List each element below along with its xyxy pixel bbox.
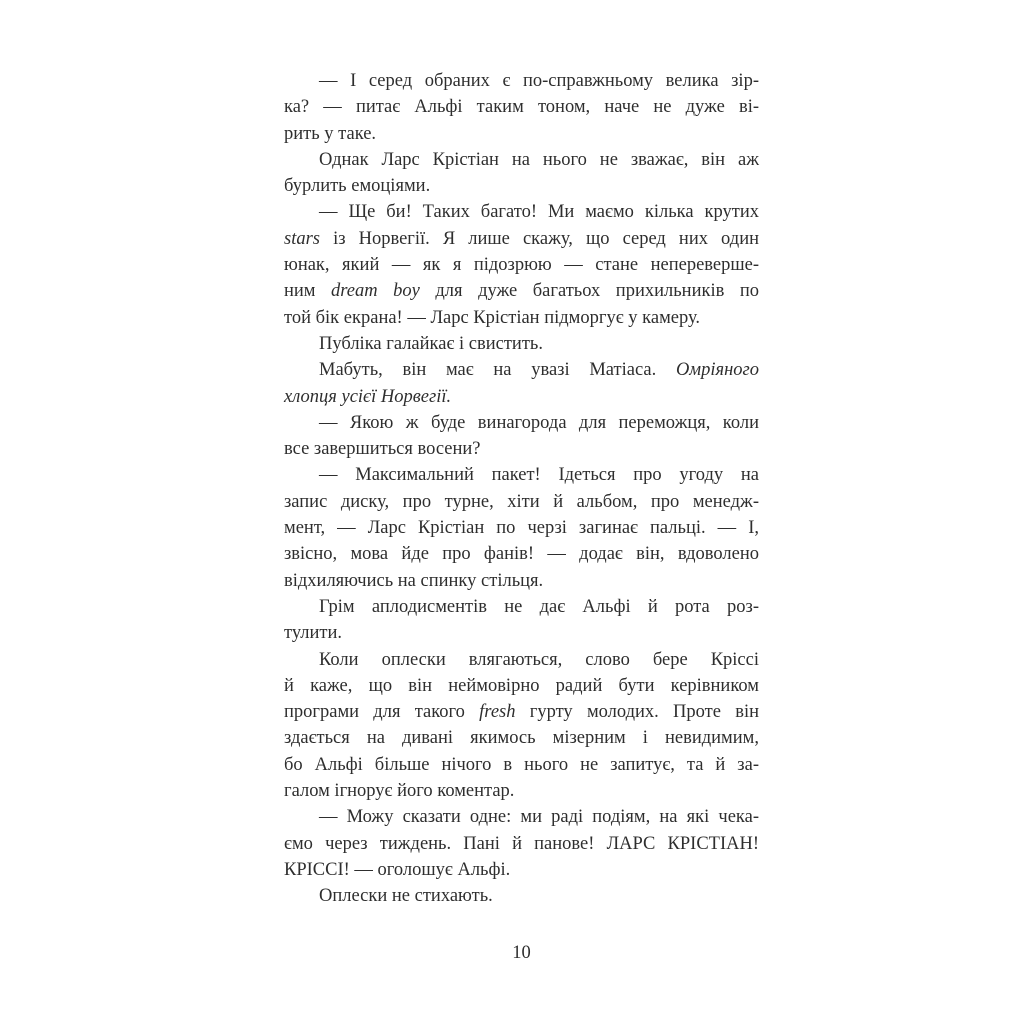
text-line xyxy=(284,357,759,383)
text-segment: Коли оплески влягаються, слово бере Кріссі xyxy=(319,649,759,670)
text-line xyxy=(284,147,759,173)
text-line xyxy=(284,410,759,436)
text-segment: й каже, що він неймовірно радий бути керівником xyxy=(284,675,759,696)
text-line xyxy=(284,121,759,147)
text-line xyxy=(284,699,759,725)
text-line xyxy=(284,541,759,567)
text-segment: той бік екрана! — Ларс Крістіан підморгує у камеру. xyxy=(284,307,701,328)
text-segment: запис диску, про турне, хіти й альбом, про менедж- xyxy=(284,491,759,512)
italic-text-segment: хлопця усієї Норвегії. xyxy=(284,386,452,407)
paragraph xyxy=(284,462,759,593)
paragraph xyxy=(284,147,759,200)
text-segment: все завершиться восени? xyxy=(284,439,481,460)
text-line xyxy=(284,725,759,751)
text-segment: ємо через тиждень. Пані й панове! ЛАРС КРІСТІАН! xyxy=(284,833,759,854)
text-segment: із Норвегії. Я лише скажу, що серед них один xyxy=(320,228,759,249)
text-segment: галом ігнорує його коментар. xyxy=(284,781,515,802)
text-line xyxy=(284,857,759,883)
text-line xyxy=(284,94,759,120)
paragraph xyxy=(284,68,759,147)
text-segment: мент, — Ларс Крістіан по черзі загинає пальці. — І, xyxy=(284,518,759,539)
text-segment: КРІССІ! — оголошує Альфі. xyxy=(284,859,511,880)
text-segment: бо Альфі більше нічого в нього не запитує, та й за- xyxy=(284,754,759,775)
text-segment: для дуже багатьох прихильників по xyxy=(419,281,760,302)
text-line xyxy=(284,489,759,515)
text-line xyxy=(284,199,759,225)
text-line xyxy=(284,331,759,357)
text-line xyxy=(284,305,759,331)
paragraph xyxy=(284,594,759,647)
italic-text-segment: Омріяного xyxy=(675,360,759,381)
text-segment: Грім аплодисментів не дає Альфі й рота роз- xyxy=(319,596,759,617)
text-line xyxy=(284,831,759,857)
text-line xyxy=(284,568,759,594)
text-line xyxy=(284,436,759,462)
text-line xyxy=(284,462,759,488)
text-segment: рить у таке. xyxy=(284,123,377,144)
text-segment: ним xyxy=(284,281,332,302)
paragraph xyxy=(284,357,759,410)
text-segment: програми для такого xyxy=(284,702,480,723)
text-segment: — Ще би! Таких багато! Ми маємо кілька крутих xyxy=(319,202,759,223)
text-line xyxy=(284,883,759,909)
paragraph xyxy=(284,199,759,330)
text-segment: — І серед обраних є по-справжньому велика зір- xyxy=(319,71,759,91)
paragraph xyxy=(284,883,759,909)
text-line xyxy=(284,384,759,410)
text-segment: — Можу сказати одне: ми раді подіям, на які чека- xyxy=(319,807,759,828)
paragraph xyxy=(284,410,759,463)
text-line xyxy=(284,752,759,778)
text-segment: відхиляючись на спинку стільця. xyxy=(284,570,544,591)
italic-text-segment: dream boy xyxy=(331,281,420,302)
text-line xyxy=(284,778,759,804)
paragraph xyxy=(284,804,759,883)
text-segment: Однак Ларс Крістіан на нього не зважає, він аж xyxy=(319,149,759,170)
text-segment: Мабуть, він має на увазі Матіаса. xyxy=(319,360,676,381)
text-line xyxy=(284,594,759,620)
text-segment: Оплески не стихають. xyxy=(319,886,493,907)
text-segment: здається на дивані якимось мізерним і невидимим, xyxy=(284,728,759,749)
page-text xyxy=(284,68,759,910)
text-line xyxy=(284,673,759,699)
text-segment: Публіка галайкає і свистить. xyxy=(319,333,543,354)
italic-text-segment: stars xyxy=(284,228,320,249)
text-line xyxy=(284,252,759,278)
text-line xyxy=(284,226,759,252)
text-segment: тулити. xyxy=(284,623,343,644)
text-line xyxy=(284,515,759,541)
text-line xyxy=(284,647,759,673)
paragraph xyxy=(284,331,759,357)
text-segment: звісно, мова йде про фанів! — додає він, вдоволено xyxy=(284,544,759,565)
text-segment: гурту молодих. Проте він xyxy=(515,702,759,723)
italic-text-segment: fresh xyxy=(479,702,516,723)
paragraph xyxy=(284,647,759,805)
text-segment: — Максимальний пакет! Ідеться про угоду на xyxy=(319,465,759,486)
text-segment: ка? — питає Альфі таким тоном, наче не дуже ві- xyxy=(284,97,759,118)
text-line xyxy=(284,620,759,646)
page-number: 10 xyxy=(512,943,531,963)
text-line xyxy=(284,804,759,830)
text-line xyxy=(284,278,759,304)
text-segment: — Якою ж буде винагорода для переможця, коли xyxy=(319,412,759,433)
text-segment: юнак, який — як я підозрюю — стане непереверше- xyxy=(284,255,759,276)
text-segment: бурлить емоціями. xyxy=(284,176,431,197)
text-line xyxy=(284,68,759,94)
text-line xyxy=(284,173,759,199)
